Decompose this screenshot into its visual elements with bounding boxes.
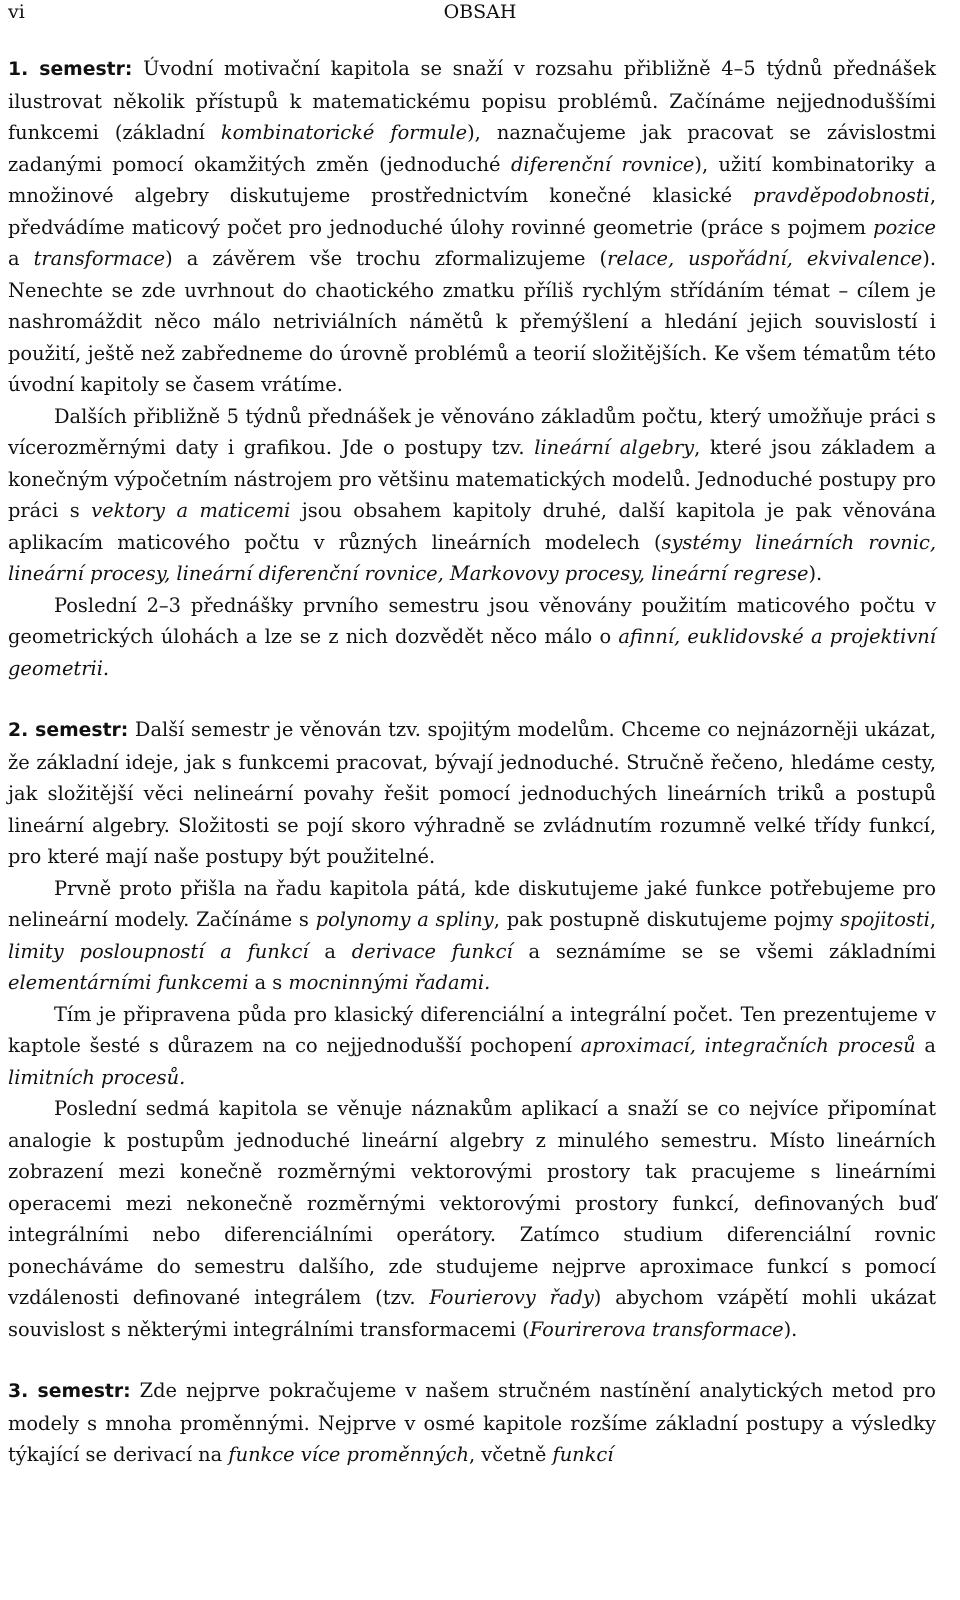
text-run: ) abychom vzápětí mohli ukázat souvislost s některými integrálními transformacemi ( xyxy=(8,1286,936,1341)
emphasized-term: polynomy a spliny xyxy=(315,908,494,931)
emphasized-term: Fourierovy řady xyxy=(429,1286,594,1309)
text-run: , xyxy=(929,908,936,931)
text-run: Zde nejprve pokračujeme v našem stručném nastínění analytických metod pro modely s mnoha proměnnými. Nejprve v osmé kapitole rozšíme základní postupy a výsledky týkající se derivací na xyxy=(8,1379,936,1466)
text-run: , včetně xyxy=(468,1443,553,1466)
running-title: OBSAH xyxy=(443,1,517,23)
section-label: 2. semestr: xyxy=(8,720,129,741)
emphasized-term: mocninnými řadami. xyxy=(288,971,491,994)
emphasized-term: limitních procesů. xyxy=(8,1065,186,1089)
paragraph xyxy=(8,590,936,685)
text-run: ) a závěrem vše trochu zformalizujeme ( xyxy=(165,247,608,270)
paragraph xyxy=(8,873,936,999)
page-number: vi xyxy=(8,1,25,23)
emphasized-term: lineární algebry xyxy=(534,436,695,459)
text-run: ), užití kombinatoriky a množinové algebry diskutujeme prostřednictvím konečné klasické xyxy=(8,152,936,207)
emphasized-term: kombinatorické formule xyxy=(220,121,468,144)
text-run: ). xyxy=(783,1317,798,1341)
paragraph xyxy=(8,999,936,1094)
text-run: a xyxy=(8,247,34,270)
emphasized-term: funkce více proměnných xyxy=(228,1443,469,1466)
section-lead-paragraph xyxy=(8,1375,936,1471)
emphasized-term: vektory a maticemi xyxy=(91,499,291,522)
text-run: jsou obsahem kapitoly druhé, další kapitola je pak věnována aplikacím maticového počtu v různých lineárních modelech ( xyxy=(8,499,936,554)
text-run: Prvně proto přišla na řadu kapitola pátá, kde diskutujeme jaké funkce potřebujeme pro nelineární modely. Začínáme s xyxy=(8,876,936,931)
emphasized-term: pozice xyxy=(873,215,936,239)
emphasized-term: pravděpodobnosti xyxy=(753,184,930,207)
section-label: 3. semestr: xyxy=(8,1381,131,1402)
text-run: Dalších přibližně 5 týdnů přednášek je věnováno základům počtu, který umožňuje práci s vícerozměrnými daty i grafikou. Jde o postupy tzv. xyxy=(8,404,936,459)
section-label: 1. semestr: xyxy=(8,59,133,80)
text-run: ). Nenechte se zde uvrhnout do chaotického zmatku příliš rychlým střídáním témat – cílem je nashromáždit něco málo netriviálních námětů k přemýšlení a hledání jejich souvislostí i použití, ještě než zabředneme do úrovně problémů a teorií složitějších. Ke všem tématům této úvodní kapitoly se časem vrátíme. xyxy=(8,247,936,396)
emphasized-term: transformace xyxy=(33,247,166,270)
text-run: Tím je připravena půda pro klasický diferenciální a integrální počet. Ten prezentujeme v kaptole šesté s důrazem na co nejjednodušší pochopení xyxy=(8,1002,936,1057)
text-run: ). xyxy=(808,562,823,585)
section-lead-paragraph xyxy=(8,714,936,873)
text-run: a s xyxy=(248,971,289,994)
text-run: a xyxy=(915,1034,936,1057)
text-run: a seznámíme se se všemi základními xyxy=(512,939,936,963)
body-text xyxy=(8,53,936,1471)
text-run: Úvodní motivační kapitola se snaží v rozsahu přibližně 4–5 týdnů přednášek ilustrovat několik přístupů k matematickému popisu problémů. Začínáme nejjednoduššími funkcemi (základní xyxy=(8,57,936,144)
emphasized-term: aproximací, integračních procesů xyxy=(580,1034,916,1057)
text-run: Poslední 2–3 přednášky prvního semestru jsou věnovány použitím maticového počtu v geometrických úlohách a lze se z nich dozvědět něco málo o xyxy=(8,593,936,648)
emphasized-term: funkcí xyxy=(552,1443,614,1466)
emphasized-term: elementárními funkcemi xyxy=(8,971,249,994)
emphasized-term: derivace funkcí xyxy=(351,939,513,963)
emphasized-term: relace, uspořádní, ekvivalence xyxy=(607,247,923,270)
emphasized-term: limity posloupností a funkcí xyxy=(8,939,309,963)
running-head xyxy=(8,0,952,24)
text-run: , předvádíme maticový počet pro jednoduché úlohy rovinné geometrie (práce s pojmem xyxy=(8,184,936,239)
text-run: Další semestr je věnován tzv. spojitým modelům. Chceme co nejnázorněji ukázat, že základní ideje, jak s funkcemi pracovat, bývají jednoduché. Stručně řečeno, hledáme cesty, jak složitější věci nelineární povahy řešit pomocí jednoduchých lineárních triků a postupů lineární algebry. Složitosti se pojí skoro výhradně se zvládnutím rozumně velké třídy funkcí, pro které mají naše postupy být použitelné. xyxy=(8,718,936,868)
section-lead-paragraph xyxy=(8,53,936,401)
emphasized-term: Fourirerova transformace xyxy=(529,1317,784,1341)
text-run: ), naznačujeme jak pracovat se závislostmi zadanými pomocí okamžitých změn (jednoduché xyxy=(8,121,936,176)
paragraph xyxy=(8,1093,936,1345)
emphasized-term: afinní, euklidovské a projektivní geometrii. xyxy=(8,625,936,680)
text-run: , které jsou základem a konečným výpočetním nástrojem pro většinu matematických modelů. Jednoduché postupy pro práci s xyxy=(8,436,936,522)
text-run: a xyxy=(308,939,352,963)
emphasized-term: diferenční rovnice xyxy=(510,152,695,176)
text-run: , pak postupně diskutujeme pojmy xyxy=(493,908,841,931)
emphasized-term: spojitosti xyxy=(840,908,930,931)
paragraph xyxy=(8,401,936,590)
text-run: Poslední sedmá kapitola se věnuje náznakům aplikací a snaží se co nejvíce připomínat analogie k postupům jednoduché lineární algebry z minulého semestru. Místo lineárních zobrazení mezi konečně rozměrnými vektorovými prostory tak pracujeme s lineárními operacemi mezi nekonečně rozměrnými vektorovými prostory funkcí, definovaných buď integrálními nebo diferenciálními operátory. Zatímco studium diferenciální rovnic ponecháváme do semestru dalšího, zde studujeme nejprve aproximace funkcí s pomocí vzdálenosti definované integrálem (tzv. xyxy=(8,1097,936,1309)
emphasized-term: systémy lineárních rovnic, lineární procesy, lineární diferenční rovnice, Markovovy procesy, lineární regrese xyxy=(8,530,936,585)
